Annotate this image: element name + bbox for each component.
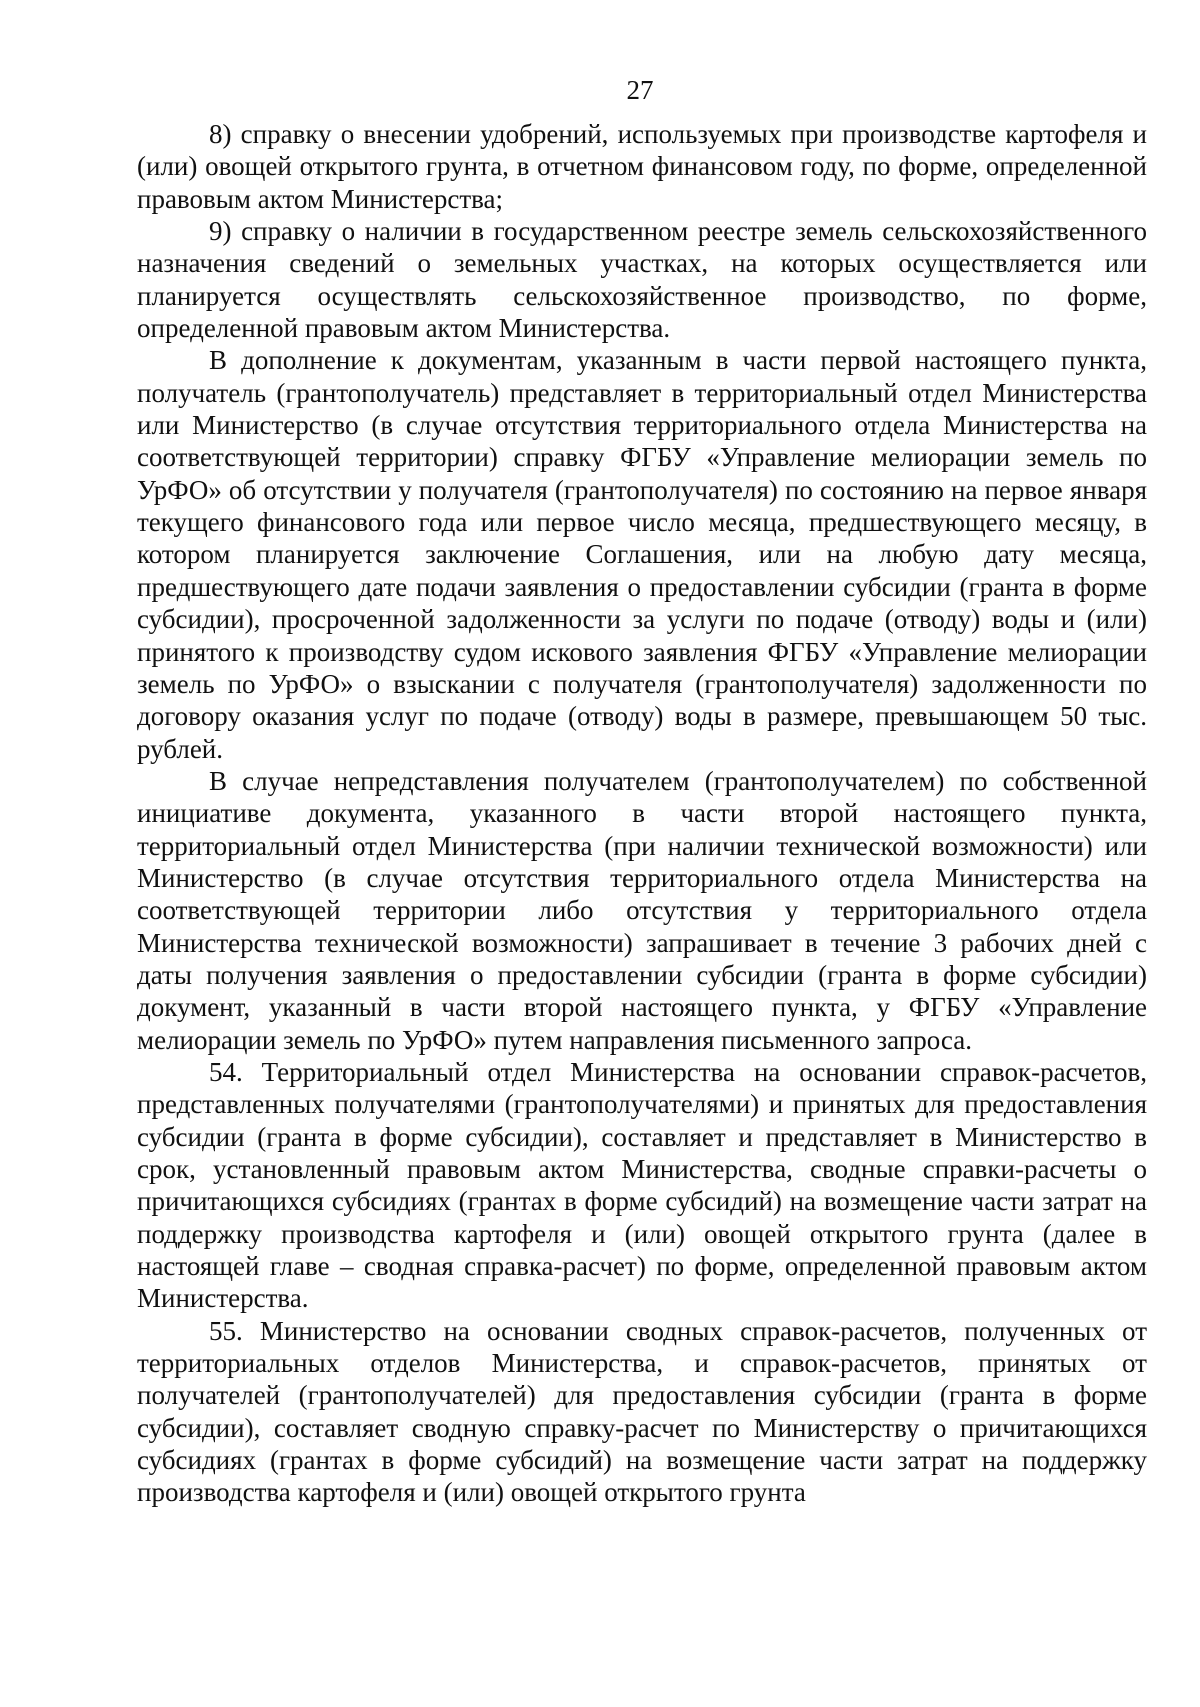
paragraph-non-submission: В случае непредставления получателем (грантополучателем) по собственной инициативе документа, указанного в части второй настоящего пункта, территориальный отдел Министерства (при наличии технической возможности) или Министерство (в случае отсутствия территориального отдела Министерства на соответствующей территории либо отсутствия у территориального отдела Министерства технической возможности) запрашивает в течение 3 рабочих дней с даты получения заявления о предоставлении субсидии (гранта в форме субсидии) документ, указанный в части второй настоящего пункта, у ФГБУ «Управление мелиорации земель по УрФО» путем направления письменного запроса. [137,765,1147,1055]
document-body [137,118,1147,1509]
page-number: 27 [626,75,654,105]
paragraph-item-9: 9) справку о наличии в государственном реестре земель сельскохозяйственного назначения сведений о земельных участках, на которых осуществляется или планируется осуществлять сельскохозяйственное производство, по форме, определенной правовым актом Министерства. [137,216,1147,344]
paragraph-clause-55: 55. Министерство на основании сводных справок-расчетов, полученных от территориальных отделов Министерства, и справок-расчетов, принятых от получателей (грантополучателей) для предоставления субсидии (гранта в форме субсидии), составляет сводную справку-расчет по Министерству о причитающихся субсидиях (грантах в форме субсидий) на возмещение части затрат на поддержку производства картофеля и (или) овощей открытого грунта [137,1315,1147,1508]
paragraph-item-8: 8) справку о внесении удобрений, используемых при производстве картофеля и (или) овощей открытого грунта, в отчетном финансовом году, по форме, определенной правовым актом Министерства; [137,119,1147,214]
paragraph-clause-54: 54. Территориальный отдел Министерства на основании справок-расчетов, представленных получателями (грантополучателями) и принятых для предоставления субсидии (гранта в форме субсидии), составляет и представляет в Министерство в срок, установленный правовым актом Министерства, сводные справки-расчеты о причитающихся субсидиях (грантах в форме субсидий) на возмещение части затрат на поддержку производства картофеля и (или) овощей открытого грунта (далее в настоящей главе – сводная справка-расчет) по форме, определенной правовым актом Министерства. [137,1056,1147,1314]
paragraph-supplementary-documents: В дополнение к документам, указанным в части первой настоящего пункта, получатель (грантополучатель) представляет в территориальный отдел Министерства или Министерство (в случае отсутствия территориального отдела Министерства на соответствующей территории) справку ФГБУ «Управление мелиорации земель по УрФО» об отсутствии у получателя (грантополучателя) по состоянию на первое января текущего финансового года или первое число месяца, предшествующего месяцу, в котором планируется заключение Соглашения, или на любую дату месяца, предшествующего дате подачи заявления о предоставлении субсидии (гранта в форме субсидии), просроченной задолженности за услуги по подаче (отводу) воды и (или) принятого к производству судом искового заявления ФГБУ «Управление мелиорации земель по УрФО» о взыскании с получателя (грантополучателя) задолженности по договору оказания услуг по подаче (отводу) воды в размере, превышающем 50 тыс. рублей. [137,345,1147,764]
